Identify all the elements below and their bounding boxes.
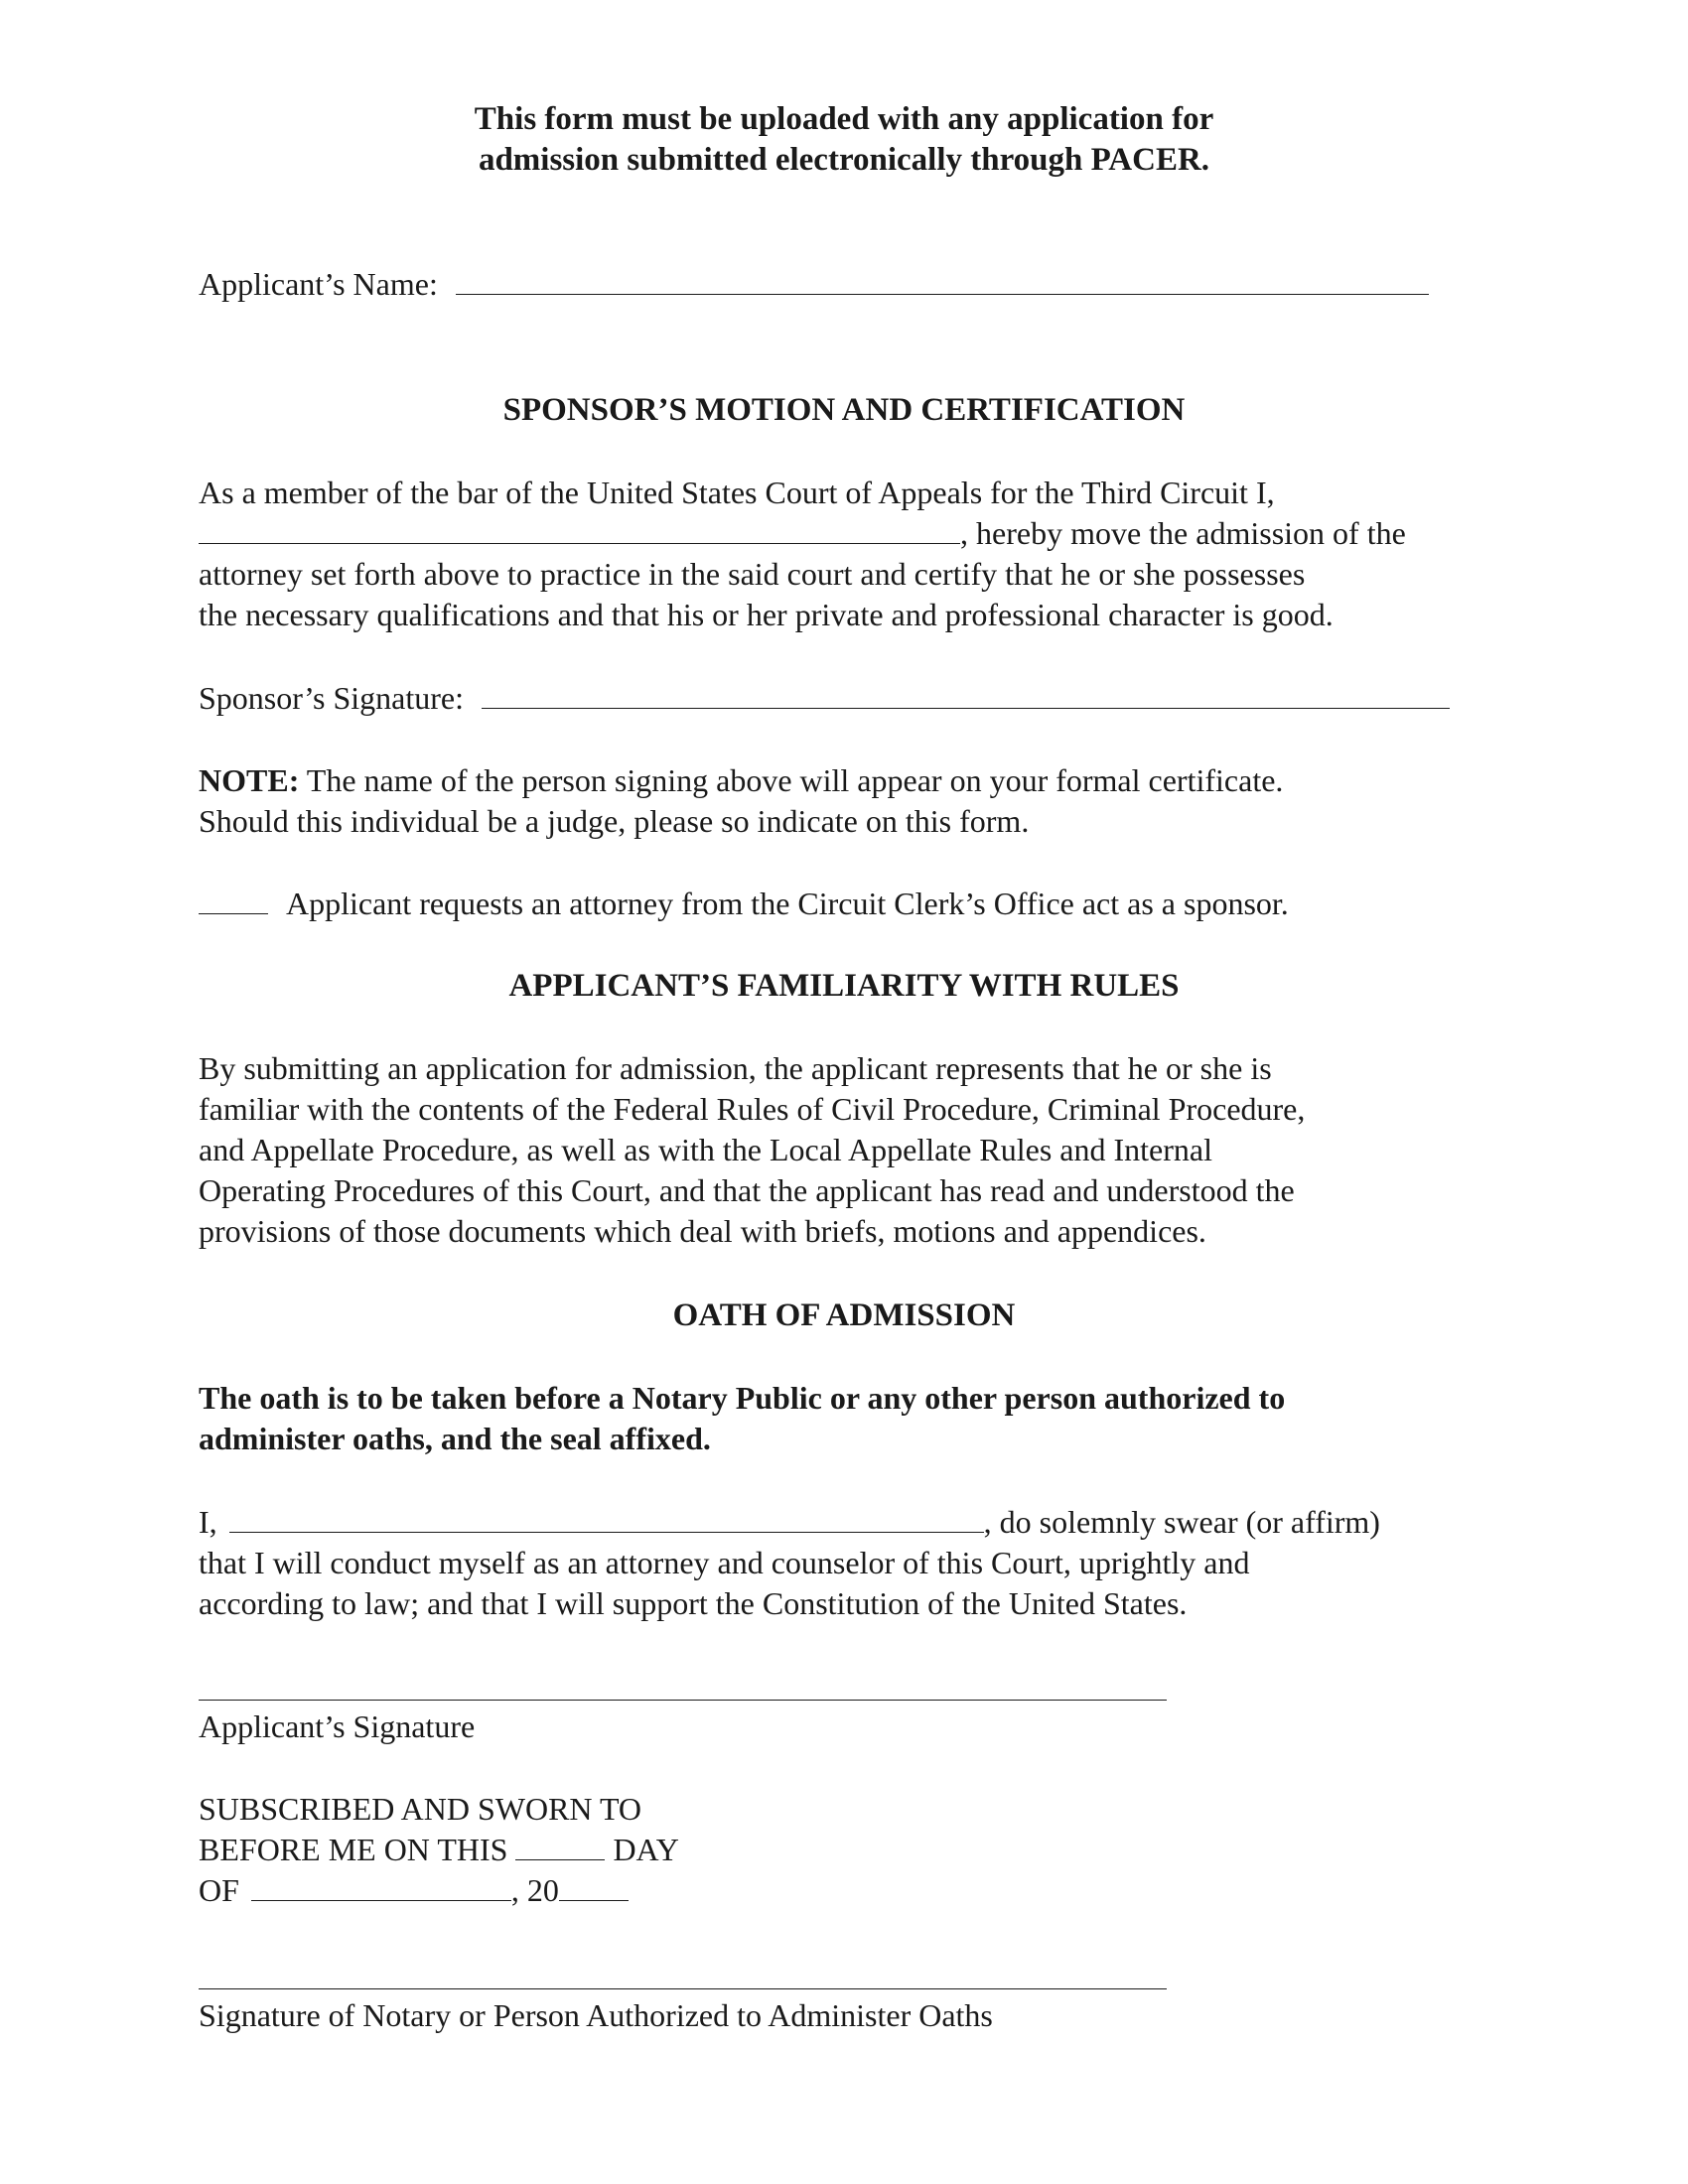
sponsor-note-line-1 [199, 760, 1489, 801]
applicant-name-field[interactable] [456, 264, 1429, 295]
sworn-line-2 [199, 1830, 1489, 1870]
rules-line: Operating Procedures of this Court, and that the applicant has read and understood the [199, 1172, 1295, 1208]
sworn-year-field[interactable] [559, 1870, 629, 1901]
oath-line-1 [199, 1502, 1489, 1543]
oath-instruction [199, 1378, 1489, 1459]
sponsor-note-line-2: Should this individual be a judge, please so indicate on this form. [199, 803, 1030, 839]
clerk-sponsor-checkbox-field[interactable] [199, 884, 268, 914]
oath-line-3: according to law; and that I will support the Constitution of the United States. [199, 1585, 1188, 1621]
oath-prefix: I, [199, 1504, 217, 1540]
sponsor-motion-line-3: attorney set forth above to practice in the said court and certify that he or she possesses [199, 556, 1306, 592]
rules-line: By submitting an application for admission, the applicant represents that he or she is [199, 1050, 1272, 1086]
oath-line-2: that I will conduct myself as an attorney and counselor of this Court, uprightly and [199, 1545, 1250, 1580]
sponsor-motion-paragraph [199, 473, 1489, 635]
applicant-signature-line[interactable] [199, 1700, 1167, 1701]
applicant-name-row [199, 264, 1489, 305]
sponsor-section-heading: SPONSOR’S MOTION AND CERTIFICATION [502, 392, 1186, 428]
applicant-name-label: Applicant’s Name: [199, 266, 438, 302]
rules-line: familiar with the contents of the Federal Rules of Civil Procedure, Criminal Procedure, [199, 1091, 1306, 1127]
oath-line-1-text: , do solemnly swear (or affirm) [983, 1504, 1380, 1540]
sponsor-motion-line-4: the necessary qualifications and that his or her private and professional character is good. [199, 597, 1334, 632]
notary-signature-line[interactable] [199, 1988, 1167, 1989]
sworn-day-label: DAY [613, 1832, 679, 1867]
sworn-day-field[interactable] [515, 1830, 605, 1860]
notary-signature-label: Signature of Notary or Person Authorized to Administer Oaths [199, 1997, 993, 2033]
sworn-line-1: SUBSCRIBED AND SWORN TO [199, 1791, 642, 1827]
note-label: NOTE: [199, 762, 300, 798]
rules-paragraph [199, 1048, 1489, 1252]
oath-applicant-name-field[interactable] [229, 1502, 984, 1533]
sponsor-signature-row [199, 678, 1489, 719]
sponsor-motion-line-2 [199, 513, 1489, 554]
sworn-line-2-text: BEFORE ME ON THIS [199, 1832, 508, 1867]
note-text: The name of the person signing above will appear on your formal certificate. [299, 762, 1284, 798]
oath-paragraph [199, 1502, 1489, 1624]
sponsor-signature-label: Sponsor’s Signature: [199, 680, 464, 716]
sworn-year-prefix: , 20 [510, 1872, 559, 1908]
sponsor-motion-line-1: As a member of the bar of the United States Court of Appeals for the Third Circuit I, [199, 475, 1275, 510]
clerk-sponsor-request-row [199, 884, 1489, 924]
upload-notice [0, 99, 1688, 181]
sworn-line-3 [199, 1870, 1489, 1911]
sponsor-name-field[interactable] [199, 513, 960, 544]
oath-instruction-line-1: The oath is to be taken before a Notary Public or any other person authorized to [199, 1380, 1286, 1416]
oath-section-heading: OATH OF ADMISSION [672, 1297, 1016, 1333]
rules-section-heading: APPLICANT’S FAMILIARITY WITH RULES [508, 968, 1180, 1004]
sponsor-motion-line-2-text: , hereby move the admission of the [960, 515, 1406, 551]
sworn-of-label: OF [199, 1872, 239, 1908]
clerk-sponsor-request-text: Applicant requests an attorney from the Circuit Clerk’s Office act as a sponsor. [286, 886, 1289, 921]
upload-notice-line-1: This form must be uploaded with any application for [474, 101, 1214, 137]
sworn-statement [199, 1789, 1489, 1911]
sworn-month-field[interactable] [251, 1870, 511, 1901]
oath-instruction-line-2: administer oaths, and the seal affixed. [199, 1421, 711, 1456]
rules-line: provisions of those documents which deal with briefs, motions and appendices. [199, 1213, 1206, 1249]
sponsor-note [199, 760, 1489, 842]
upload-notice-line-2: admission submitted electronically through PACER. [478, 142, 1210, 178]
sponsor-signature-field[interactable] [482, 678, 1450, 709]
rules-line: and Appellate Procedure, as well as with the Local Appellate Rules and Internal [199, 1132, 1212, 1167]
applicant-signature-label: Applicant’s Signature [199, 1708, 476, 1744]
